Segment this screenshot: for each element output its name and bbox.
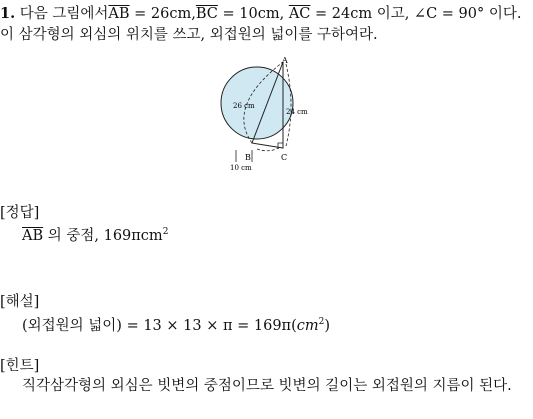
answer-exponent: 2	[162, 227, 169, 237]
label-base: 10 cm	[230, 164, 252, 172]
triangle-circle-figure	[212, 56, 322, 174]
hint-text: 직각삼각형의 외심은 빗변의 중점이므로 빗변의 길이는 외접원의 지름이 된다.	[22, 378, 512, 394]
problem-line-1	[0, 4, 521, 24]
explanation-exponent: 2	[318, 317, 325, 327]
circumcircle	[221, 67, 293, 139]
answer-segment-ab: $\overline{AB}$	[22, 228, 44, 244]
segment-bc: $\overline{BC}$	[195, 6, 218, 22]
answer-heading: [정답]	[0, 205, 40, 221]
label-hypotenuse: 26 cm	[233, 102, 255, 110]
segment-ab: $\overline{AB}$	[108, 6, 130, 22]
explanation-close: )	[324, 318, 331, 334]
eq-bc: = 10cm,	[217, 6, 289, 22]
explanation-heading: [해설]	[0, 294, 40, 310]
explanation-formula: (외접원의 넓이) = 13 × 13 × π = 169π(	[22, 318, 297, 334]
segment-ac: $\overline{AC}$	[288, 6, 311, 22]
hint-heading: [힌트]	[0, 358, 40, 374]
hint-text-block	[0, 375, 533, 397]
explanation-text	[22, 314, 330, 335]
label-leg: 24 cm	[286, 108, 308, 116]
problem-line-2: 이 삼각형의 외심의 위치를 쓰고, 외접원의 넓이를 구하여라.	[0, 27, 378, 43]
answer-text	[22, 224, 168, 245]
label-c: C	[281, 153, 288, 162]
base-dimension-arc	[257, 148, 279, 151]
problem-number: 1.	[0, 5, 16, 22]
problem-text-intro: 다음 그림에서	[19, 6, 109, 22]
label-a: A	[282, 56, 288, 65]
eq-ac: = 24cm 이고, ∠C = 90° 이다.	[310, 6, 522, 22]
label-b: B	[245, 153, 251, 162]
explanation-unit: cm	[296, 318, 319, 334]
eq-ab: = 26cm,	[129, 6, 196, 22]
answer-value: 의 중점, 169πcm	[43, 228, 163, 244]
